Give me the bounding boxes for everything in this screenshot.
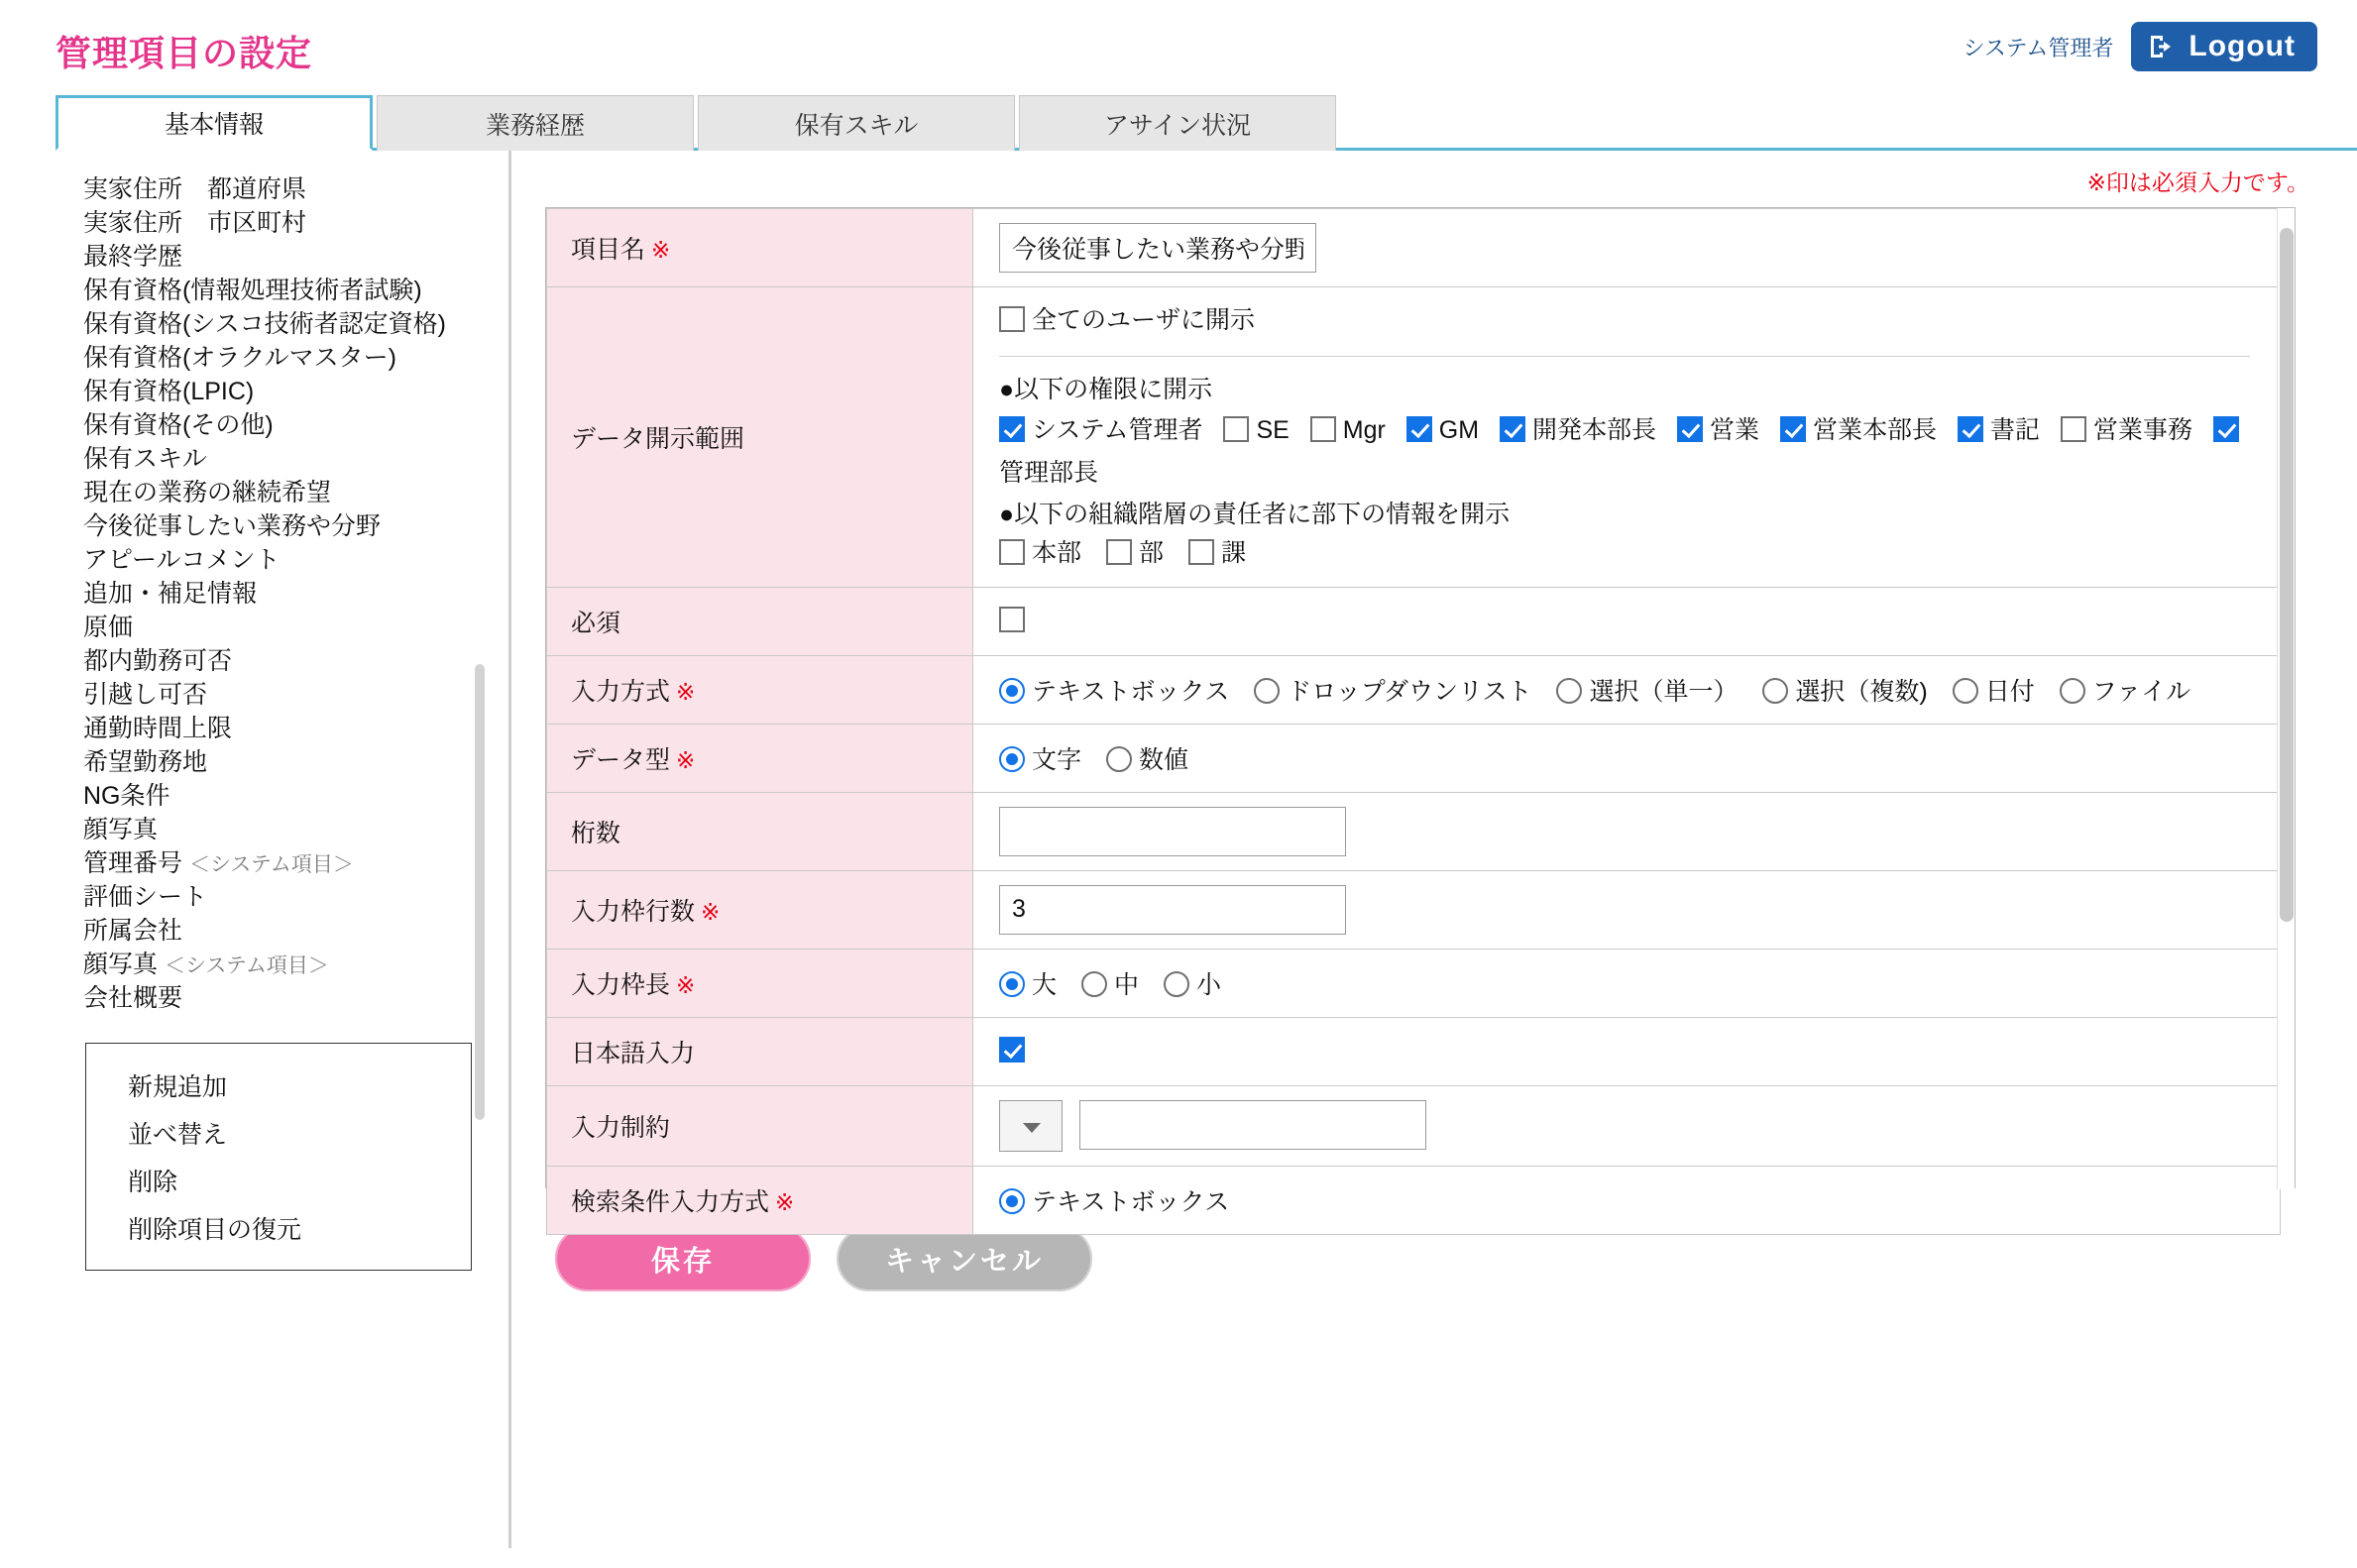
radio-circle — [999, 1188, 1025, 1214]
radio-circle — [1762, 678, 1788, 704]
list-item[interactable] — [56, 948, 472, 981]
tab-bar — [56, 95, 2357, 151]
label-required-flag — [547, 587, 973, 655]
required-mark: ※ — [676, 746, 696, 773]
label-text: 桁数 — [571, 819, 621, 847]
label-search-method — [547, 1166, 973, 1234]
row-item-name — [547, 209, 2281, 287]
list-item[interactable] — [56, 813, 472, 846]
label-input-width — [547, 949, 973, 1017]
checkbox-label: 営業本部長 — [1812, 415, 1937, 444]
radio-label: 選択（単一） — [1589, 677, 1739, 706]
row-input-rows — [547, 870, 2281, 949]
radio-search-method-textbox[interactable] — [999, 1182, 1229, 1218]
list-item[interactable] — [56, 442, 472, 476]
radio-label: テキストボックス — [1032, 1187, 1230, 1216]
op-label: 並べ替え — [128, 1121, 228, 1149]
required-note: ※印は必須入力です。 — [2086, 169, 2309, 195]
label-japanese-input — [547, 1017, 973, 1085]
required-mark: ※ — [676, 971, 696, 998]
list-item[interactable] — [56, 240, 472, 274]
op-reorder[interactable] — [86, 1109, 471, 1157]
label-text: データ型 — [571, 745, 671, 774]
list-item-label: 保有資格(シスコ技術者認定資格) — [83, 310, 446, 338]
radio-circle — [999, 678, 1025, 704]
value-digits — [973, 792, 2281, 870]
checkbox-japanese-input[interactable] — [999, 1037, 1025, 1063]
checkbox-all-users[interactable] — [999, 301, 1255, 340]
digits-input[interactable] — [999, 807, 1346, 856]
op-add-new[interactable] — [86, 1062, 471, 1109]
checkbox-box — [1106, 539, 1132, 565]
label-disclosure-scope — [547, 287, 973, 588]
checkbox-org-department[interactable] — [1106, 534, 1164, 573]
sidebar-operations — [85, 1043, 472, 1271]
row-input-constraint — [547, 1085, 2281, 1166]
tab-label: 基本情報 — [164, 111, 264, 139]
save-button[interactable] — [553, 1224, 813, 1293]
system-item-tag: ＜システム項目＞ — [188, 853, 354, 876]
value-input-rows — [973, 870, 2281, 949]
list-item[interactable] — [56, 206, 472, 240]
list-item[interactable] — [56, 846, 472, 880]
required-mark: ※ — [676, 678, 696, 705]
radio-data-type-number[interactable] — [1106, 740, 1188, 776]
list-item-label: 評価シート — [83, 883, 208, 911]
list-item-label: 保有資格(情報処理技術者試験) — [83, 277, 422, 304]
radio-circle — [1953, 678, 1978, 704]
checkbox-perm-gm[interactable] — [1406, 416, 1479, 444]
list-item[interactable] — [56, 307, 472, 341]
scope-divider — [999, 356, 2250, 357]
value-data-type — [973, 724, 2281, 792]
checkbox-box — [2061, 416, 2086, 442]
checkbox-perm-sales-office[interactable] — [2061, 416, 2192, 444]
required-mark: ※ — [651, 237, 671, 263]
list-item-label: 保有スキル — [83, 445, 207, 473]
checkbox-perm-se[interactable] — [1223, 416, 1289, 444]
row-search-method — [547, 1166, 2281, 1234]
required-mark: ※ — [775, 1188, 795, 1215]
radio-input-width-small[interactable] — [1164, 965, 1221, 1001]
settings-form — [545, 207, 2296, 1216]
item-name-input[interactable] — [999, 223, 1316, 273]
radio-input-width-large[interactable] — [999, 965, 1057, 1001]
list-item[interactable] — [56, 745, 472, 779]
list-item-label: 顔写真 — [83, 816, 159, 843]
value-item-name — [973, 209, 2281, 287]
label-text: 項目名 — [571, 236, 646, 264]
list-item[interactable] — [56, 341, 472, 375]
checkbox-label: 課 — [1220, 538, 1246, 567]
body — [0, 151, 2357, 1538]
tab-label: 保有スキル — [794, 111, 919, 140]
logout-label: Logout — [2189, 30, 2296, 62]
checkbox-label: 管理部長 — [999, 459, 1099, 488]
row-input-method — [547, 655, 2281, 724]
list-item[interactable] — [56, 543, 472, 577]
managed-item-list — [56, 172, 472, 1015]
row-japanese-input — [547, 1017, 2281, 1085]
radio-input-method-multi-select[interactable] — [1762, 672, 1927, 708]
list-item-label: 現在の業務の継続希望 — [83, 479, 332, 506]
label-text: 入力制約 — [571, 1113, 671, 1142]
checkbox-perm-system-admin[interactable] — [999, 416, 1203, 444]
checkbox-label: システム管理者 — [1032, 415, 1203, 444]
value-input-constraint — [973, 1085, 2281, 1166]
tab-label: アサイン状況 — [1103, 111, 1252, 140]
radio-input-method-single-select[interactable] — [1556, 672, 1738, 708]
list-item[interactable] — [56, 678, 472, 712]
settings-table — [546, 208, 2281, 1235]
row-data-type — [547, 724, 2281, 792]
checkbox-org-headquarters[interactable] — [999, 534, 1081, 573]
checkbox-box — [1677, 416, 1703, 442]
label-digits — [547, 792, 973, 870]
sidebar — [56, 151, 511, 1548]
input-constraint-select[interactable] — [999, 1100, 1063, 1152]
checkbox-label: 営業事務 — [2092, 415, 2192, 444]
logout-icon — [2147, 32, 2177, 61]
list-item-label: 所属会社 — [83, 917, 183, 945]
checkbox-box — [1500, 416, 1525, 442]
row-digits — [547, 792, 2281, 870]
label-text: 入力枠長 — [571, 970, 671, 999]
label-data-type — [547, 724, 973, 792]
tab-label: 業務経歴 — [485, 111, 585, 140]
row-input-width — [547, 949, 2281, 1017]
checkbox-perm-dev-director[interactable] — [1500, 416, 1656, 444]
scope-permissions-heading: ●以下の権限に開示 — [999, 375, 1213, 403]
row-required-flag — [547, 587, 2281, 655]
tab-basic-info[interactable] — [56, 95, 373, 151]
list-item[interactable] — [56, 577, 472, 611]
form-scrollbar[interactable] — [2277, 208, 2295, 1189]
checkbox-label: GM — [1438, 415, 1480, 444]
row-disclosure-scope — [547, 287, 2281, 588]
radio-label: 日付 — [1984, 677, 2035, 706]
list-item-label: 会社概要 — [83, 984, 183, 1012]
value-search-method — [973, 1166, 2281, 1234]
radio-label: 小 — [1195, 970, 1221, 999]
page-title: 管理項目の設定 — [56, 33, 313, 73]
checkbox-box — [999, 539, 1025, 565]
checkbox-perm-sales[interactable] — [1677, 416, 1759, 444]
detail-pane — [511, 151, 2357, 1538]
checkbox-box — [1223, 416, 1249, 442]
radio-circle — [1164, 971, 1189, 997]
list-item[interactable] — [56, 712, 472, 745]
value-japanese-input — [973, 1017, 2281, 1085]
scope-org-heading: ●以下の組織階層の責任者に部下の情報を開示 — [999, 501, 1511, 528]
input-rows-input[interactable] — [999, 885, 1346, 935]
checkbox-box — [2213, 416, 2239, 442]
checkbox-perm-mgr[interactable] — [1310, 416, 1386, 444]
label-input-rows — [547, 870, 973, 949]
scope-permission-list — [999, 409, 2264, 497]
radio-circle — [1254, 678, 1280, 704]
checkbox-box — [1188, 539, 1214, 565]
radio-input-method-dropdown[interactable] — [1254, 672, 1531, 708]
radio-label: 数値 — [1138, 745, 1188, 774]
checkbox-label: 本部 — [1032, 538, 1082, 567]
list-item-label: 保有資格(LPIC) — [83, 378, 255, 405]
list-item-label: 保有資格(オラクルマスター) — [83, 344, 396, 372]
radio-input-method-textbox[interactable] — [999, 672, 1229, 708]
scope-all-users-row — [999, 301, 2264, 340]
list-item-label: 顔写真 — [83, 951, 159, 978]
radio-label: 大 — [1032, 970, 1058, 999]
radio-circle — [999, 746, 1025, 772]
list-item-label: 追加・補足情報 — [83, 580, 258, 608]
tab-skills[interactable] — [698, 95, 1015, 151]
checkbox-label: Mgr — [1342, 415, 1386, 444]
radio-input-method-file[interactable] — [2060, 672, 2191, 708]
form-scrollbar-thumb[interactable] — [2280, 228, 2294, 922]
list-item[interactable] — [56, 779, 472, 813]
list-item-label: 管理番号 — [83, 849, 183, 877]
op-label: 削除 — [128, 1169, 178, 1196]
save-label: 保存 — [650, 1245, 715, 1278]
radio-data-type-text[interactable] — [999, 740, 1081, 776]
list-item[interactable] — [56, 172, 472, 206]
radio-label: 中 — [1113, 970, 1139, 999]
label-text: 入力方式 — [571, 677, 671, 706]
radio-label: ドロップダウンリスト — [1287, 677, 1532, 706]
radio-input-method-date[interactable] — [1953, 672, 2035, 708]
checkbox-perm-sales-director[interactable] — [1780, 416, 1937, 444]
checkbox-label: 全てのユーザに開示 — [1032, 306, 1256, 334]
value-disclosure-scope — [973, 287, 2281, 588]
label-item-name — [547, 209, 973, 287]
system-item-tag: ＜システム項目＞ — [164, 954, 329, 977]
list-item-label: 実家住所 都道府県 — [83, 175, 307, 203]
list-item[interactable] — [56, 408, 472, 442]
list-item[interactable] — [56, 914, 472, 948]
radio-label: テキストボックス — [1032, 677, 1230, 706]
sidebar-scrollbar-thumb[interactable] — [475, 664, 485, 1120]
radio-circle — [1106, 746, 1132, 772]
radio-circle — [2060, 678, 2085, 704]
value-required-flag — [973, 587, 2281, 655]
list-item-label: 原価 — [83, 614, 134, 641]
radio-label: ファイル — [2091, 677, 2191, 706]
list-item-label: 希望勤務地 — [83, 748, 208, 776]
radio-label: 文字 — [1032, 745, 1082, 774]
tab-work-history[interactable] — [377, 95, 694, 151]
sidebar-scrollbar[interactable] — [475, 168, 485, 1160]
radio-circle — [1081, 971, 1107, 997]
checkbox-box — [1958, 416, 1983, 442]
list-item[interactable] — [56, 644, 472, 678]
list-item[interactable] — [56, 611, 472, 644]
checkbox-box — [1780, 416, 1806, 442]
logout-button[interactable] — [2131, 22, 2317, 71]
checkbox-label: 部 — [1138, 538, 1164, 567]
label-text: 検索条件入力方式 — [571, 1187, 770, 1216]
scope-org-list — [999, 534, 2264, 573]
list-item-label: 引越し可否 — [83, 681, 208, 709]
label-text: 日本語入力 — [571, 1039, 696, 1067]
op-label: 削除項目の復元 — [128, 1216, 302, 1244]
checkbox-label: SE — [1256, 415, 1290, 444]
checkbox-label: 書記 — [1989, 415, 2040, 444]
input-constraint-text[interactable] — [1079, 1100, 1426, 1150]
list-item[interactable] — [56, 880, 472, 914]
label-text: 必須 — [571, 609, 621, 637]
required-mark: ※ — [701, 898, 721, 925]
checkbox-box — [999, 416, 1025, 442]
op-label: 新規追加 — [128, 1073, 228, 1101]
checkbox-label: 開発本部長 — [1532, 415, 1657, 444]
list-item-label: 実家住所 市区町村 — [83, 209, 307, 237]
cancel-button[interactable] — [835, 1224, 1094, 1293]
checkbox-required-flag[interactable] — [999, 607, 1025, 632]
list-item[interactable] — [56, 274, 472, 307]
label-input-constraint — [547, 1085, 973, 1166]
value-input-method — [973, 655, 2281, 724]
list-item[interactable] — [56, 981, 472, 1015]
label-input-method — [547, 655, 973, 724]
list-item-label: 今後従事したい業務や分野 — [83, 512, 382, 540]
list-item-label: 通勤時間上限 — [83, 715, 233, 742]
checkbox-perm-clerk[interactable] — [1958, 416, 2040, 444]
radio-input-width-medium[interactable] — [1081, 965, 1139, 1001]
checkbox-box — [999, 306, 1025, 332]
list-item-label: 都内勤務可否 — [83, 647, 233, 675]
label-text: 入力枠行数 — [571, 897, 696, 926]
list-item-label: アピールコメント — [83, 546, 281, 574]
radio-label: 選択（複数) — [1795, 677, 1928, 706]
list-item-label: 保有資格(その他) — [83, 411, 274, 439]
checkbox-box — [1406, 416, 1432, 442]
op-delete[interactable] — [86, 1157, 471, 1204]
list-item-selected[interactable] — [56, 509, 472, 543]
value-input-width — [973, 949, 2281, 1017]
list-item-label: NG条件 — [83, 782, 170, 810]
header-right — [1964, 22, 2317, 71]
label-text: データ開示範囲 — [571, 424, 745, 453]
form-actions — [545, 1224, 2317, 1293]
checkbox-org-section[interactable] — [1188, 534, 1246, 573]
list-item[interactable] — [56, 476, 472, 509]
current-user-label: システム管理者 — [1963, 35, 2114, 60]
list-item[interactable] — [56, 375, 472, 408]
tab-assignment[interactable] — [1019, 95, 1336, 151]
radio-circle — [1556, 678, 1582, 704]
cancel-label: キャンセル — [884, 1245, 1044, 1278]
radio-circle — [999, 971, 1025, 997]
app-header — [0, 0, 2357, 95]
list-item-label: 最終学歴 — [83, 243, 183, 271]
op-restore-deleted[interactable] — [86, 1204, 471, 1252]
checkbox-box — [1310, 416, 1336, 442]
checkbox-label: 営業 — [1710, 415, 1760, 444]
